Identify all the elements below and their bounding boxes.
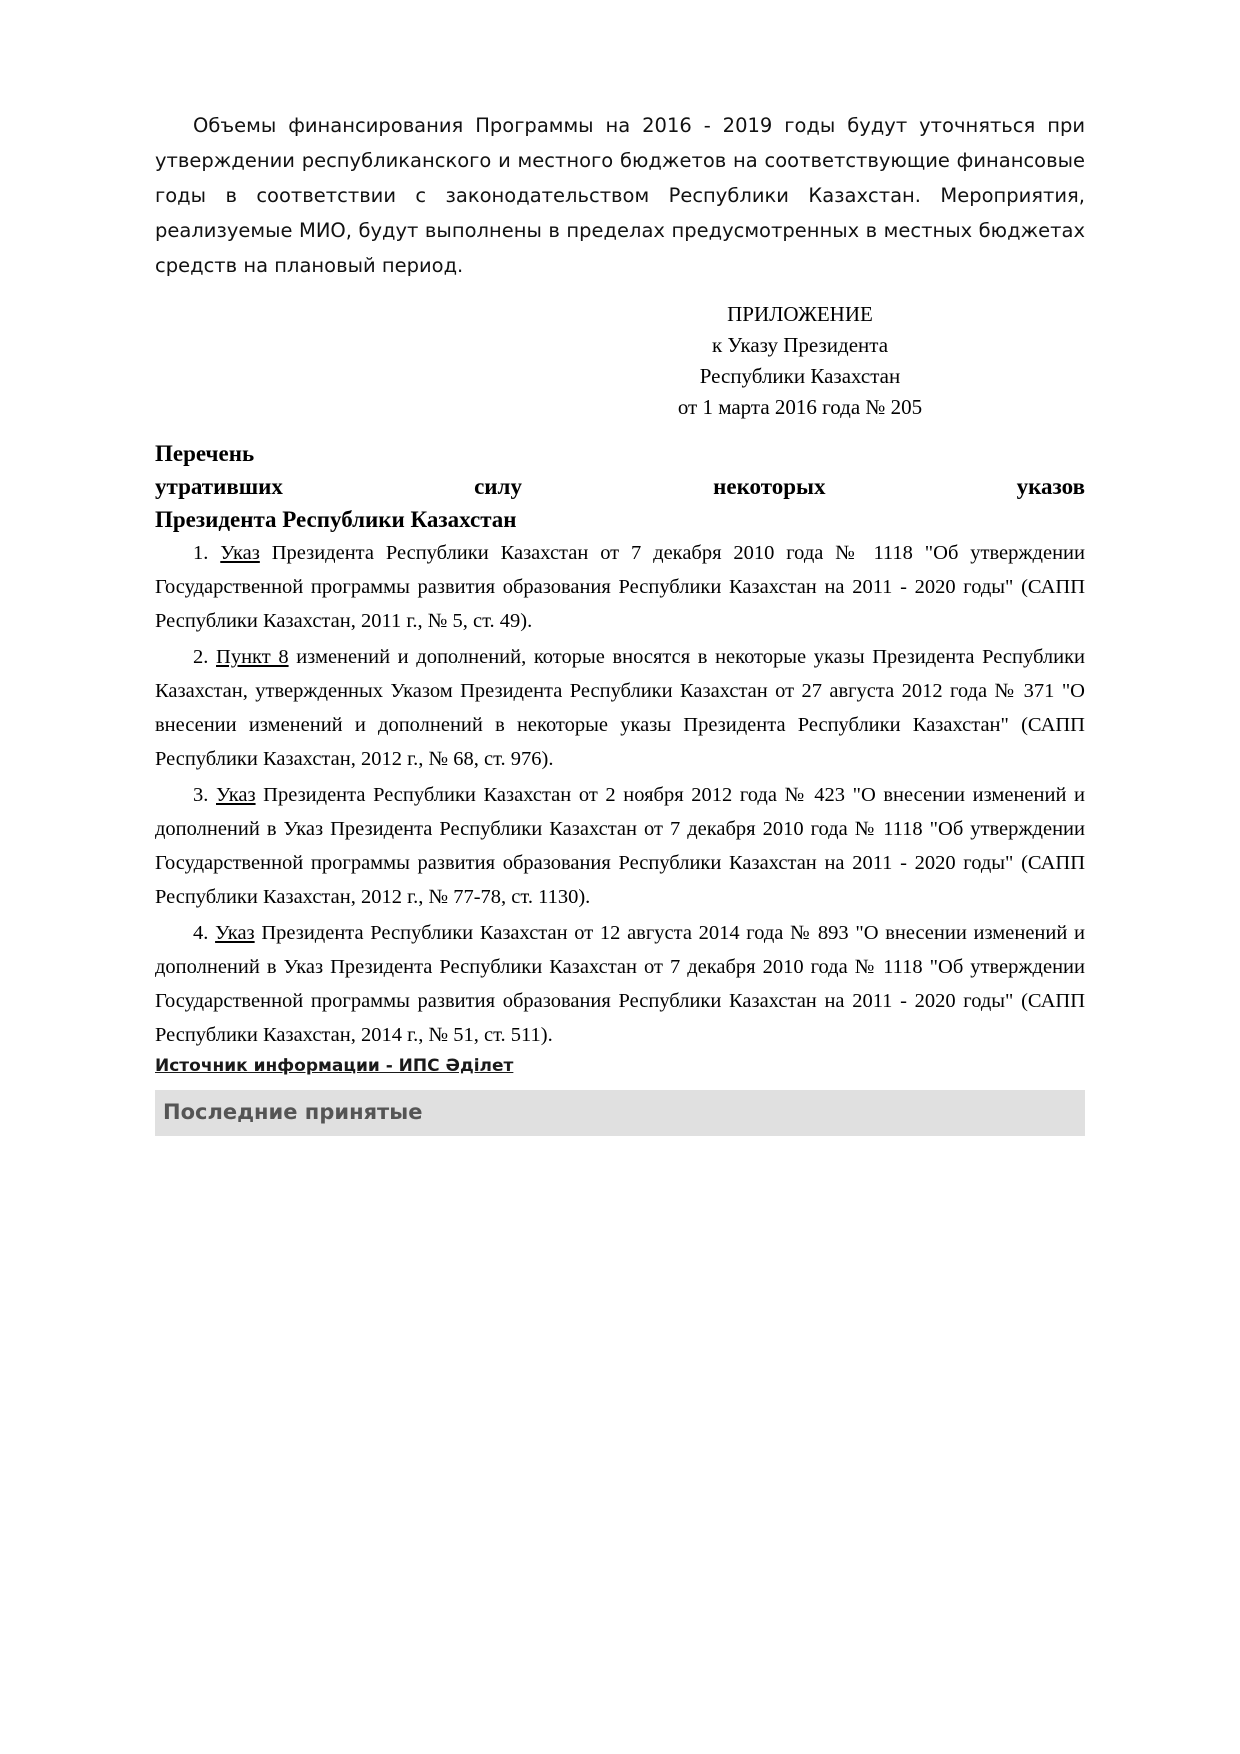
list-item [155,536,1085,638]
latest-accepted-header: Последние принятые [155,1090,1085,1136]
list-item [155,916,1085,1052]
item-text: Президента Республики Казахстан от 12 августа 2014 года № 893 "О внесении изменений и дополнений в Указ Президента Республики Казахстан от 7 декабря 2010 года № 1118 "Об утверждении Государственной программы развития образования Республики Казахстан на 2011 - 2020 годы" (САПП Республики Казахстан, 2014 г., № 51, ст. 511). [155,922,1085,1046]
appendix-line-3: Республики Казахстан [699,364,901,388]
item-link[interactable]: Указ [220,542,260,564]
item-text: изменений и дополнений, которые вносятся в некоторые указы Президента Республики Казахстан, утвержденных Указом Президента Республики Казахстан от 27 августа 2012 года № 371 "О внесении изменений и дополнений в некоторые указы Президента Республики Казахстан" (САПП Республики Казахстан, 2012 г., № 68, ст. 976). [155,646,1085,770]
appendix-block [155,299,1085,423]
item-text: Президента Республики Казахстан от 7 декабря 2010 года № 1118 "Об утверждении Государственной программы развития образования Республики Казахстан на 2011 - 2020 годы" (САПП Республики Казахстан, 2011 г., № 5, ст. 49). [155,542,1086,632]
item-number: 3. [193,784,209,806]
list-item [155,778,1085,914]
list-item [155,640,1085,776]
appendix-line-1: ПРИЛОЖЕНИЕ [727,302,873,326]
item-number: 1. [193,542,209,564]
item-number: 4. [193,922,209,944]
page-title [155,437,1085,536]
appendix-line-2: к Указу Президента [711,333,889,357]
item-link[interactable]: Указ [216,784,256,806]
page-title-line-3: Президента Республики Казахстан [155,507,517,532]
item-link[interactable]: Указ [215,922,255,944]
item-text: Президента Республики Казахстан от 2 ноября 2012 года № 423 "О внесении изменений и дополнений в Указ Президента Республики Казахстан от 7 декабря 2010 года № 1118 "Об утверждении Государственной программы развития образования Республики Казахстан на 2011 - 2020 годы" (САПП Республики Казахстан, 2012 г., № 77-78, ст. 1130). [155,784,1086,908]
intro-paragraph: Объемы финансирования Программы на 2016 - 2019 годы будут уточняться при утверждении республиканского и местного бюджетов на соответствующие финансовые годы в соответствии с законодательством Республики Казахстан. Мероприятия, реализуемые МИО, будут выполнены в пределах предусмотренных в местных бюджетах средств на плановый период. [155,114,1085,277]
source-link[interactable]: Источник информации - ИПС Әділет [155,1056,514,1076]
item-number: 2. [193,646,209,668]
page-title-line-1: Перечень [155,441,255,466]
appendix-line-4: от 1 марта 2016 года № 205 [677,395,923,419]
item-link[interactable]: Пункт 8 [216,646,289,668]
page-title-line-2: утративших силу некоторых указов [155,474,1085,499]
